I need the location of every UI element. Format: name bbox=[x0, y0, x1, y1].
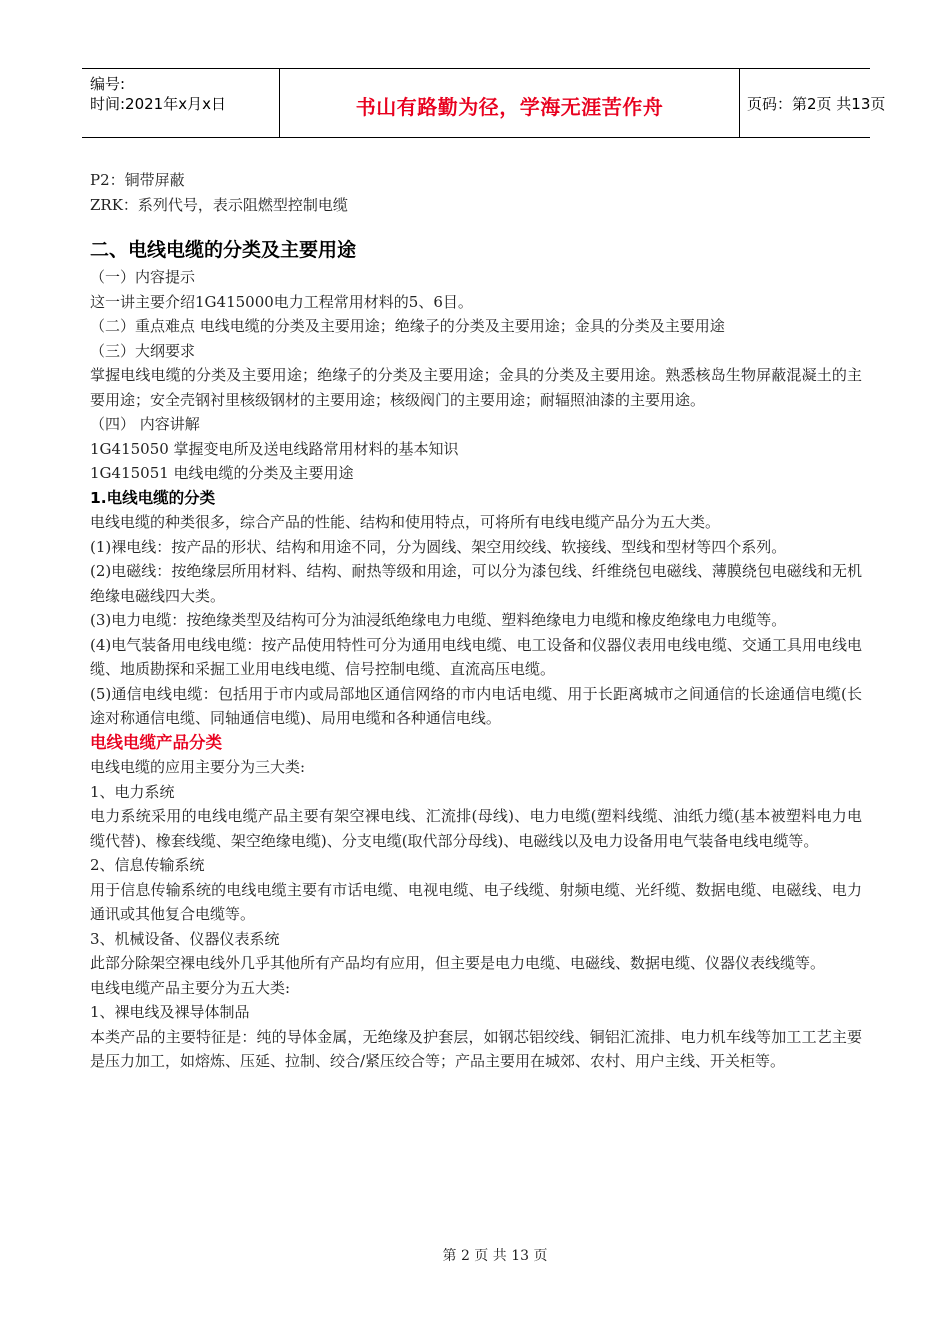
paragraph: 电线电缆的应用主要分为三大类: bbox=[90, 758, 306, 776]
code-line: 1G415050 掌握变电所及送电线路常用材料的基本知识 bbox=[90, 439, 459, 458]
paragraph: 电线电缆产品主要分为五大类: bbox=[90, 978, 291, 997]
paragraph: 此部分除架空裸电线外几乎其他所有产品均有应用，但主要是电力电缆、电磁线、数据电缆、仪器仪表线缆等。 bbox=[90, 954, 826, 972]
subsection-heading: （四） 内容讲解 bbox=[90, 415, 200, 433]
application-heading: 3、机械设备、仪器仪表系统 bbox=[90, 929, 280, 948]
application-heading: 1、电力系统 bbox=[90, 782, 175, 801]
classify-heading: 1.电线电缆的分类 bbox=[90, 488, 216, 507]
subsection-heading: （一）内容提示 bbox=[90, 268, 196, 286]
code-line: 1G415051 电线电缆的分类及主要用途 bbox=[90, 464, 354, 482]
paragraph: 电线电缆的种类很多，综合产品的性能、结构和使用特点，可将所有电线电缆产品分为五大类。 bbox=[90, 513, 721, 531]
page-header bbox=[82, 68, 886, 138]
paragraph: 电力系统采用的电线电缆产品主要有架空裸电线、汇流排(母线)、电力电缆(塑料线缆、油纸力缆(基本被塑料电力电缆代替)、橡套线缆、架空绝缘电缆)、分支电缆(取代部分母线)、电磁线以及电力设备用电气装备电线电缆等。 bbox=[90, 807, 862, 850]
header-page-info: 页码：第2页 共13页 bbox=[747, 95, 886, 113]
header-center-cell bbox=[279, 69, 740, 137]
page-footer: 第 2 页 共 13 页 bbox=[442, 1248, 548, 1264]
text-line: ZRK：系列代号，表示阻燃型控制电缆 bbox=[90, 195, 348, 214]
header-left-cell bbox=[82, 69, 279, 137]
paragraph: 这一讲主要介绍1G415000电力工程常用材料的5、6目。 bbox=[90, 292, 473, 311]
time-label: 时间:2021年x月x日 bbox=[90, 95, 226, 113]
number-label: 编号: bbox=[90, 75, 126, 93]
classify-item: (3)电力电缆：按绝缘类型及结构可分为油浸纸绝缘电力电缆、塑料绝缘电力电缆和橡皮绝缘电力电缆等。 bbox=[90, 611, 787, 629]
red-heading: 电线电缆产品分类 bbox=[90, 732, 222, 752]
classify-item: (1)裸电线：按产品的形状、结构和用途不同，分为圆线、架空用绞线、软接线、型线和型材等四个系列。 bbox=[90, 537, 787, 556]
text-line: P2：铜带屏蔽 bbox=[90, 171, 185, 189]
subsection-heading: （三）大纲要求 bbox=[90, 341, 196, 360]
header-right-cell bbox=[739, 69, 886, 137]
product-heading: 1、裸电线及裸导体制品 bbox=[90, 1003, 250, 1021]
classify-item: (2)电磁线：按绝缘层所用材料、结构、耐热等级和用途，可以分为漆包线、纤维绕包电磁线、薄膜绕包电磁线和无机绝缘电磁线四大类。 bbox=[90, 562, 862, 605]
document-body bbox=[90, 168, 862, 1074]
paragraph: 本类产品的主要特征是：纯的导体金属，无绝缘及护套层，如钢芯铝绞线、铜铝汇流排、电力机车线等加工工艺主要是压力加工，如熔炼、压延、拉制、绞合/紧压绞合等；产品主要用在城郊、农村、用户主线、开关柜等。 bbox=[90, 1027, 862, 1070]
paragraph: 用于信息传输系统的电线电缆主要有市话电缆、电视电缆、电子线缆、射频电缆、光纤缆、数据电缆、电磁线、电力通讯或其他复合电缆等。 bbox=[90, 880, 862, 923]
application-heading: 2、信息传输系统 bbox=[90, 856, 205, 874]
classify-item: (5)通信电线电缆：包括用于市内或局部地区通信网络的市内电话电缆、用于长距离城市之间通信的长途通信电缆(长途对称通信电缆、同轴通信电缆)、局用电缆和各种通信电线。 bbox=[90, 684, 862, 727]
paragraph: 掌握电线电缆的分类及主要用途；绝缘子的分类及主要用途；金具的分类及主要用途。熟悉核岛生物屏蔽混凝土的主要用途；安全壳钢衬里核级钢材的主要用途；核级阀门的主要用途；耐辐照油漆的主要用途。 bbox=[90, 366, 862, 409]
header-motto: 书山有路勤为径，学海无涯苦作舟 bbox=[355, 95, 664, 119]
section-title: 二、电线电缆的分类及主要用途 bbox=[90, 239, 357, 261]
subsection-heading: （二）重点难点 电线电缆的分类及主要用途；绝缘子的分类及主要用途；金具的分类及主要用途 bbox=[90, 317, 725, 335]
classify-item: (4)电气装备用电线电缆：按产品使用特性可分为通用电线电缆、电工设备和仪器仪表用电线电缆、交通工具用电线电缆、地质勘探和采掘工业用电线电缆、信号控制电缆、直流高压电缆。 bbox=[90, 635, 862, 678]
